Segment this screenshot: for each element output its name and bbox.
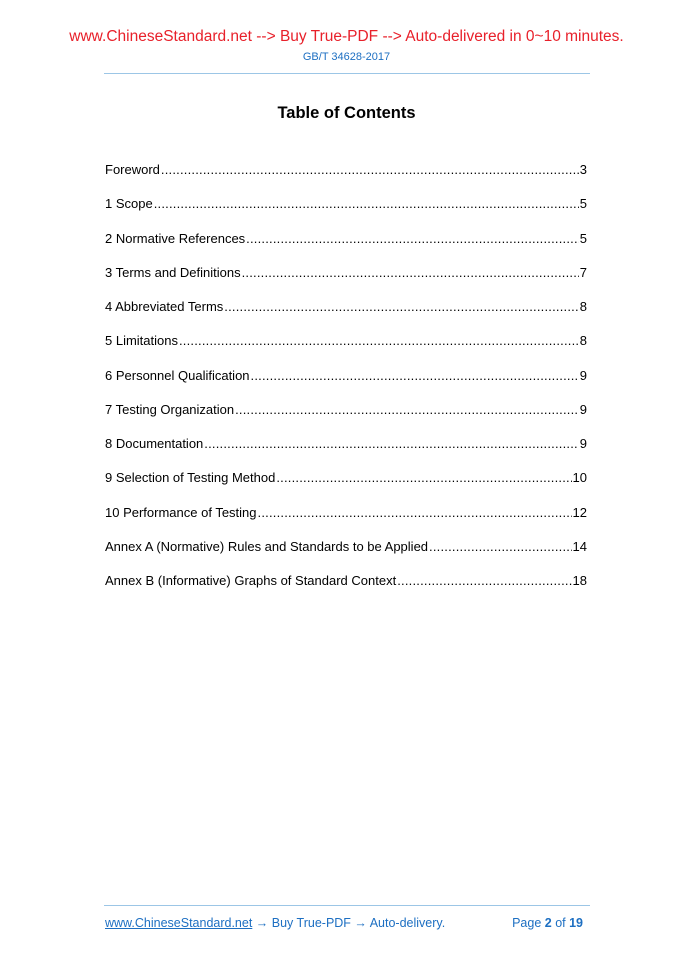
toc-entry-terms-definitions[interactable] <box>105 265 587 299</box>
toc-entry-annex-b[interactable] <box>105 573 587 607</box>
toc-entry-label: 6 Personnel Qualification <box>105 367 250 383</box>
document-code: GB/T 34628-2017 <box>302 51 391 63</box>
toc-entry-page: 9 <box>579 367 587 383</box>
toc-entry-label: 3 Terms and Definitions <box>105 264 241 280</box>
dot-leader <box>258 505 572 520</box>
toc-entry-label: 10 Performance of Testing <box>105 504 257 520</box>
dot-leader <box>276 470 571 485</box>
toc-entry-page: 8 <box>579 333 587 349</box>
toc-entry-label: 8 Documentation <box>105 436 204 451</box>
dot-leader <box>179 333 579 348</box>
dot-leader <box>251 368 579 383</box>
dot-leader <box>429 539 572 554</box>
toc-entry-page: 5 <box>579 230 587 246</box>
toc-entry-personnel-qualification[interactable] <box>105 368 587 402</box>
toc-entry-page: 18 <box>572 573 587 588</box>
toc-entry-label: 9 Selection of Testing Method <box>105 470 276 486</box>
promo-banner[interactable]: www.ChineseStandard.net --> Buy True-PDF --> Auto-delivered in 0~10 minutes. <box>69 28 624 45</box>
toc-entry-scope[interactable] <box>105 196 587 230</box>
toc-entry-performance-testing[interactable] <box>105 505 587 539</box>
dot-leader <box>204 436 578 451</box>
toc-entry-page: 9 <box>579 436 587 451</box>
footer-site-link[interactable]: www.ChineseStandard.net <box>105 916 253 930</box>
dot-leader <box>154 196 579 211</box>
toc-entry-abbreviated-terms[interactable] <box>105 299 587 333</box>
toc-entry-page: 8 <box>579 299 587 314</box>
header-divider <box>104 73 590 74</box>
toc-entry-limitations[interactable] <box>105 333 587 367</box>
toc-entry-normative-references[interactable] <box>105 231 587 265</box>
toc-entry-page: 12 <box>572 504 587 520</box>
footer-promo <box>105 916 445 930</box>
page-of-label: of <box>551 916 570 930</box>
toc-entry-testing-organization[interactable] <box>105 402 587 436</box>
page-indicator <box>512 916 583 930</box>
toc-entry-documentation[interactable] <box>105 436 587 470</box>
toc-entry-label: Annex B (Informative) Graphs of Standard Context <box>105 573 397 588</box>
toc-entry-annex-a[interactable] <box>105 539 587 573</box>
toc-entry-foreword[interactable] <box>105 162 587 196</box>
page-prefix: Page <box>512 916 545 930</box>
toc-entry-selection-testing-method[interactable] <box>105 470 587 504</box>
toc-entry-page: 5 <box>579 196 587 212</box>
dot-leader <box>235 402 579 417</box>
page-footer <box>105 916 587 930</box>
toc-entry-label: Annex A (Normative) Rules and Standards to be Applied <box>105 538 429 554</box>
toc-entry-page: 14 <box>572 538 587 554</box>
dot-leader <box>246 231 579 246</box>
toc-entry-page: 3 <box>579 162 587 177</box>
toc-entry-label: 2 Normative References <box>105 230 246 246</box>
dot-leader <box>242 265 579 280</box>
toc-entry-page: 9 <box>579 401 587 417</box>
footer-tagline: → Buy True-PDF → Auto-delivery. <box>252 916 446 930</box>
toc-entry-label: 4 Abbreviated Terms <box>105 299 224 314</box>
toc-entry-label: Foreword <box>105 162 160 177</box>
dot-leader <box>161 162 579 177</box>
footer-divider <box>104 905 590 906</box>
toc-entry-page: 10 <box>572 470 587 486</box>
toc-entry-label: 7 Testing Organization <box>105 401 235 417</box>
toc-title: Table of Contents <box>277 104 416 122</box>
toc-list <box>105 162 587 607</box>
toc-entry-label: 5 Limitations <box>105 333 178 349</box>
total-page-count: 19 <box>569 916 583 930</box>
dot-leader <box>224 299 578 314</box>
dot-leader <box>397 573 571 588</box>
current-page-number: 2 <box>544 916 552 930</box>
toc-entry-page: 7 <box>579 264 587 280</box>
toc-entry-label: 1 Scope <box>105 196 153 212</box>
